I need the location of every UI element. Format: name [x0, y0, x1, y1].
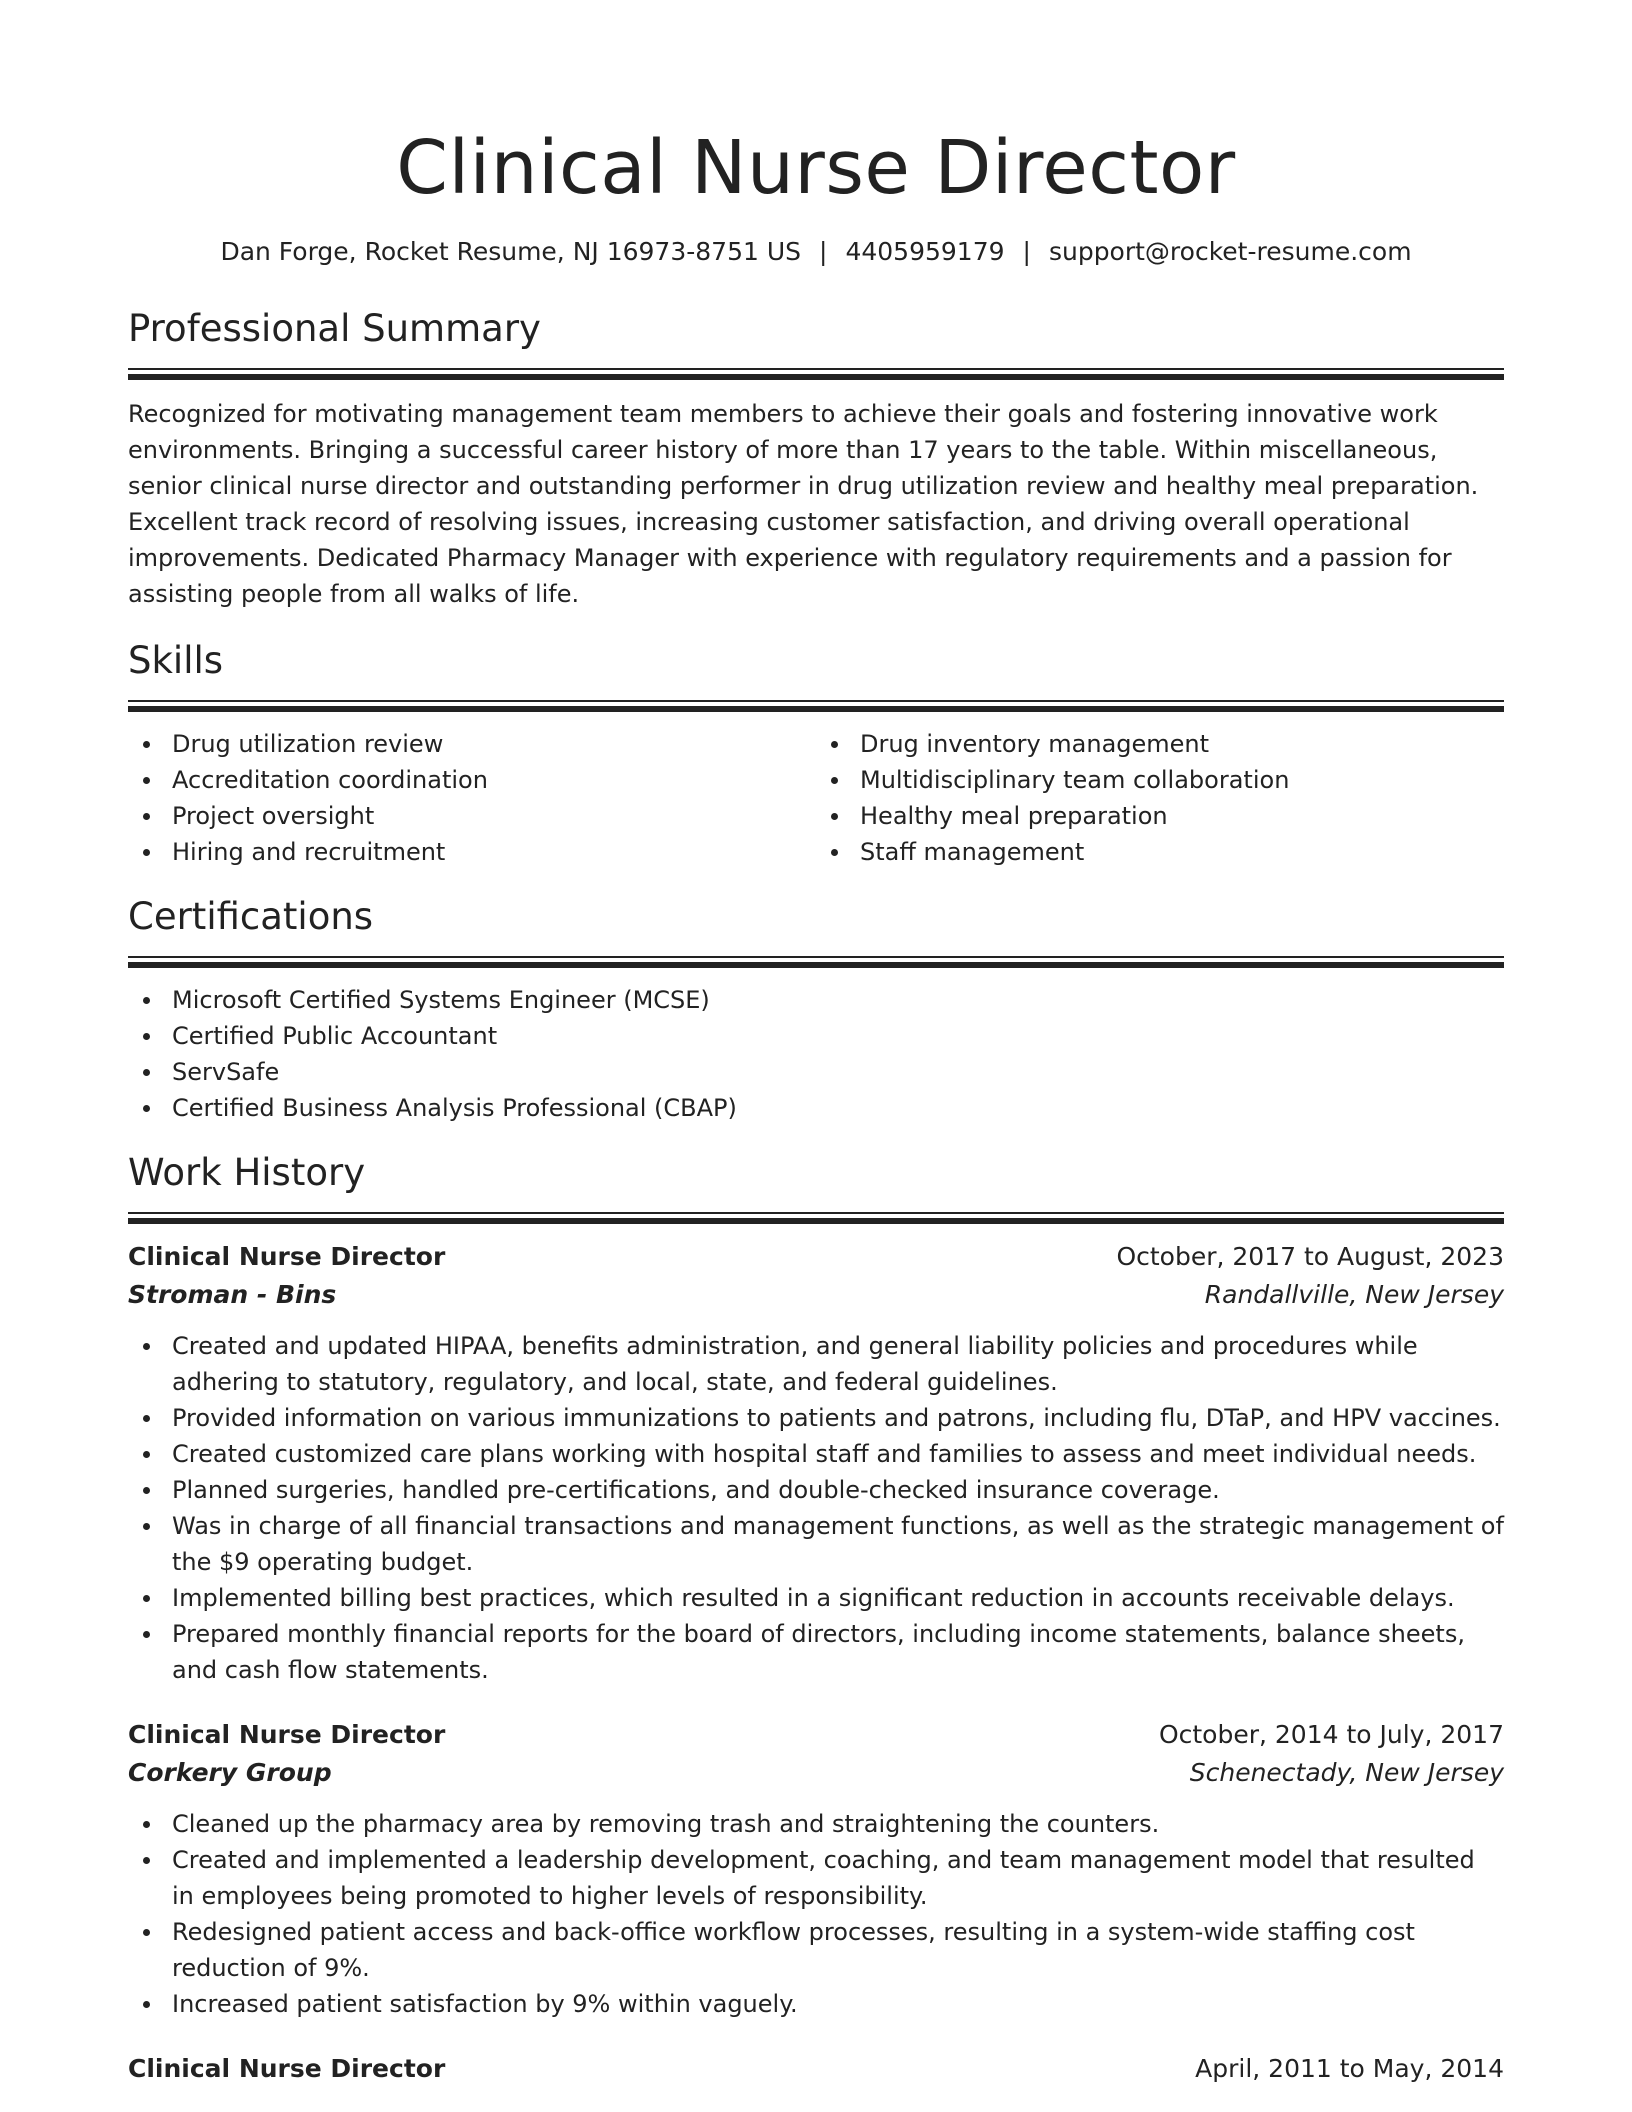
section-divider [128, 700, 1504, 712]
job-location: Schenectady, New Jersey [1189, 1758, 1504, 1787]
job-header-row [128, 1238, 1504, 1276]
skill-item: Accreditation coordination [172, 762, 816, 798]
job-subheader-row [128, 1754, 1504, 1792]
skills-list-left [128, 726, 816, 870]
job-title: Clinical Nurse Director [128, 1242, 446, 1271]
section-divider [128, 1212, 1504, 1224]
job-header-row [128, 2050, 1504, 2088]
certification-item: Microsoft Certified Systems Engineer (MCSE) [172, 982, 1504, 1018]
contact-separator: | [819, 237, 828, 266]
skills-section [128, 636, 1504, 870]
job-title: Clinical Nurse Director [128, 2054, 446, 2083]
job-bullet: Created and implemented a leadership development, coaching, and team management model that resulted in employees being promoted to higher levels of responsibility. [172, 1842, 1504, 1914]
job-bullet: Planned surgeries, handled pre-certifications, and double-checked insurance coverage. [172, 1472, 1504, 1508]
job-header-row [128, 1716, 1504, 1754]
certifications-section [128, 892, 1504, 1126]
skill-item: Multidisciplinary team collaboration [860, 762, 1504, 798]
skills-heading: Skills [128, 639, 224, 682]
job-entry [128, 1716, 1504, 2022]
contact-line [128, 234, 1504, 270]
skill-item: Staff management [860, 834, 1504, 870]
resume-page [128, 0, 1504, 2088]
job-bullet: Created customized care plans working with hospital staff and families to assess and meet individual needs. [172, 1436, 1504, 1472]
job-bullet: Implemented billing best practices, which resulted in a significant reduction in accounts receivable delays. [172, 1580, 1504, 1616]
resume-title: Clinical Nurse Director [396, 125, 1236, 211]
job-location: Randallville, New Jersey [1204, 1280, 1504, 1309]
skill-item: Drug utilization review [172, 726, 816, 762]
summary-heading: Professional Summary [128, 307, 541, 350]
job-dates: April, 2011 to May, 2014 [1195, 2054, 1504, 2083]
skill-item: Hiring and recruitment [172, 834, 816, 870]
contact-email[interactable]: support@rocket-resume.com [1048, 237, 1412, 266]
job-company: Corkery Group [128, 1758, 332, 1787]
section-divider [128, 956, 1504, 968]
skill-item: Project oversight [172, 798, 816, 834]
contact-phone: 4405959179 [845, 237, 1005, 266]
work-history-section [128, 1148, 1504, 2088]
job-bullet: Provided information on various immunizations to patients and patrons, including flu, DTaP, and HPV vaccines. [172, 1400, 1504, 1436]
job-entry [128, 2050, 1504, 2088]
summary-section [128, 304, 1504, 612]
job-bullet: Created and updated HIPAA, benefits administration, and general liability policies and procedures while adhering to statutory, regulatory, and local, state, and federal guidelines. [172, 1328, 1504, 1400]
skills-grid [128, 726, 1504, 870]
contact-address: Dan Forge, Rocket Resume, NJ 16973-8751 US [220, 237, 802, 266]
job-entry [128, 1238, 1504, 1688]
job-company: Stroman - Bins [128, 1280, 337, 1309]
job-bullet: Redesigned patient access and back-office workflow processes, resulting in a system-wide staffing cost reduction of 9%. [172, 1914, 1504, 1986]
job-subheader-row [128, 1276, 1504, 1314]
job-bullet: Increased patient satisfaction by 9% within vaguely. [172, 1986, 1504, 2022]
certifications-heading: Certifications [128, 895, 374, 938]
job-bullet: Prepared monthly financial reports for the board of directors, including income statements, balance sheets, and cash flow statements. [172, 1616, 1504, 1688]
skill-item: Healthy meal preparation [860, 798, 1504, 834]
job-bullet: Was in charge of all financial transactions and management functions, as well as the strategic management of the $9 operating budget. [172, 1508, 1504, 1580]
job-dates: October, 2014 to July, 2017 [1158, 1720, 1504, 1749]
certification-item: ServSafe [172, 1054, 1504, 1090]
section-divider [128, 368, 1504, 380]
job-bullets [128, 1806, 1504, 2022]
summary-text: Recognized for motivating management team members to achieve their goals and fostering innovative work environments. Bringing a successful career history of more than 17 years to the table. Within miscellaneous, senior clinical nurse director and outstanding performer in drug utilization review and healthy meal preparation. Excellent track record of resolving issues, increasing customer satisfaction, and driving overall operational improvements. Dedicated Pharmacy Manager with experience with regulatory requirements and a passion for assisting people from all walks of life. [128, 400, 1479, 608]
contact-separator: | [1022, 237, 1031, 266]
certification-item: Certified Public Accountant [172, 1018, 1504, 1054]
job-dates: October, 2017 to August, 2023 [1116, 1242, 1504, 1271]
skill-item: Drug inventory management [860, 726, 1504, 762]
work-history-heading: Work History [128, 1151, 366, 1194]
job-bullets [128, 1328, 1504, 1688]
job-title: Clinical Nurse Director [128, 1720, 446, 1749]
certification-item: Certified Business Analysis Professional (CBAP) [172, 1090, 1504, 1126]
certifications-list [128, 982, 1504, 1126]
skills-list-right [816, 726, 1504, 870]
job-bullet: Cleaned up the pharmacy area by removing trash and straightening the counters. [172, 1806, 1504, 1842]
